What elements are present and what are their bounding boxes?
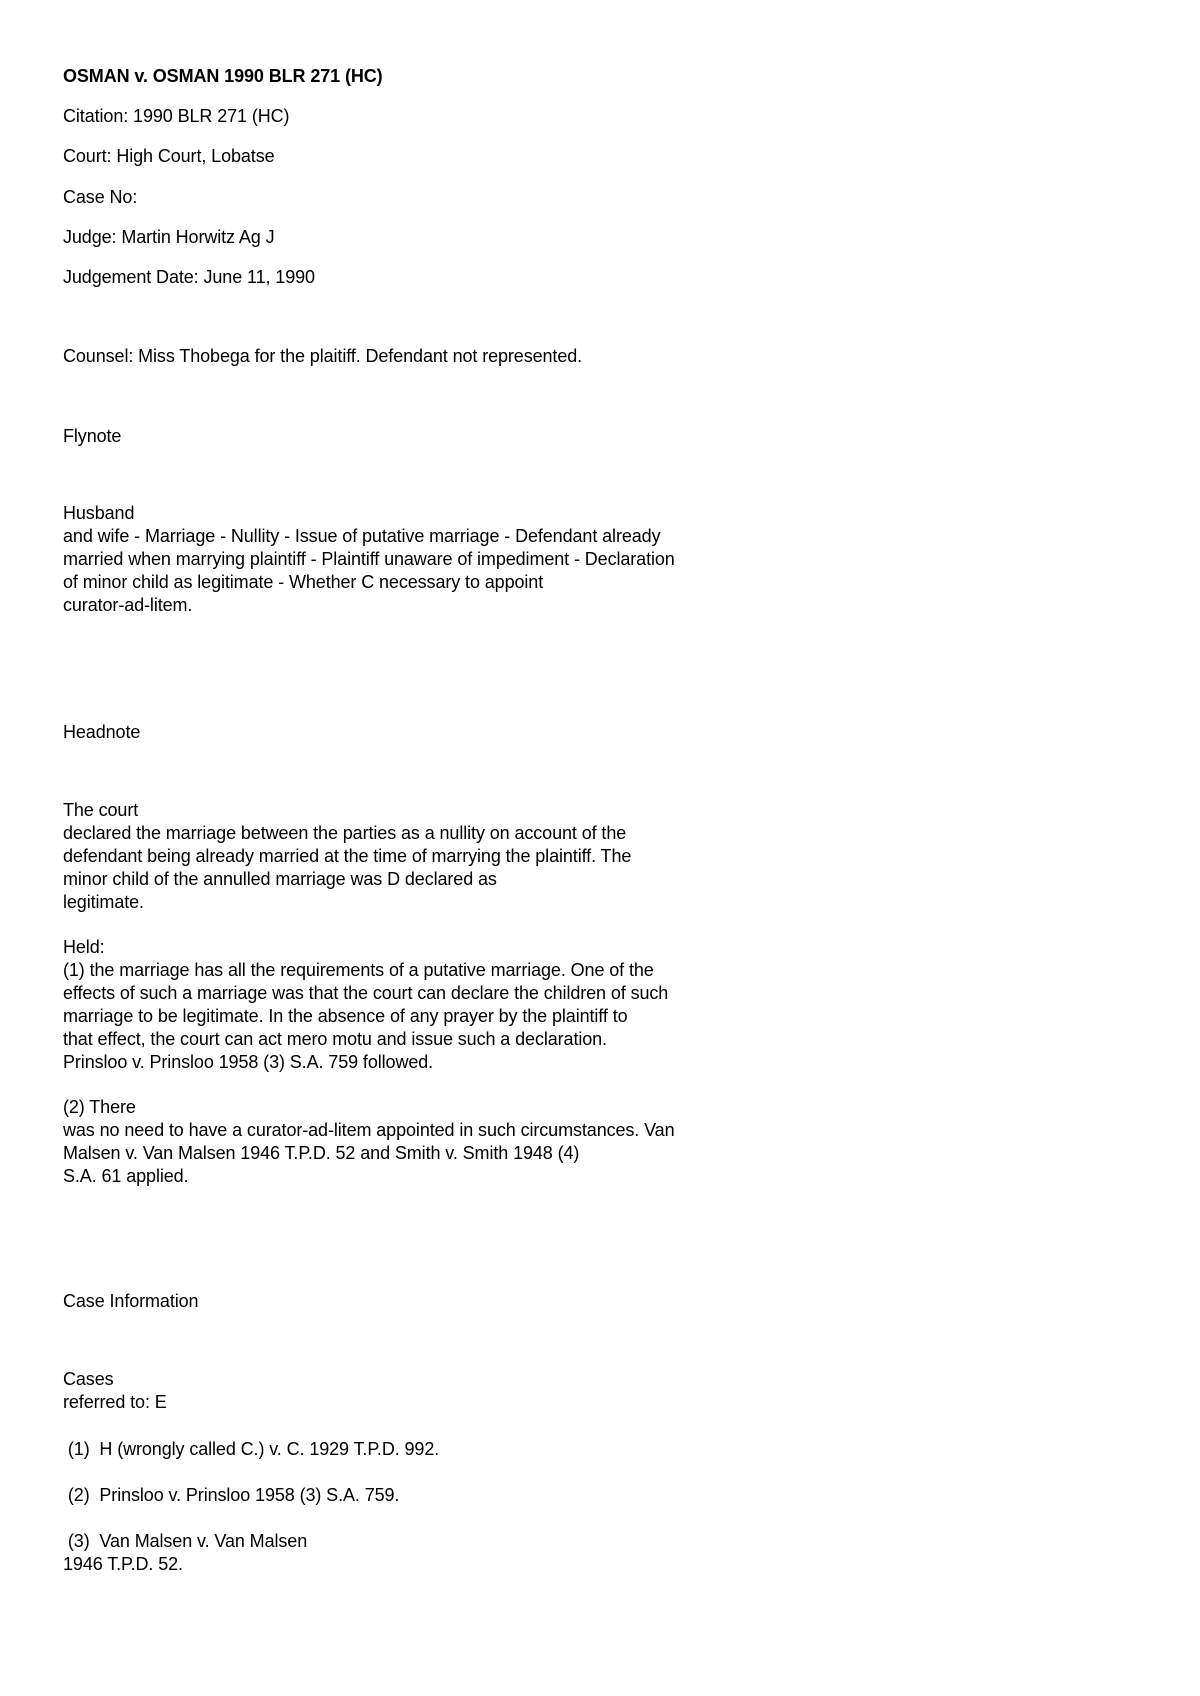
headnote-line: legitimate.	[63, 892, 144, 912]
headnote-second-holding	[63, 1096, 675, 1188]
headnote-line: defendant being already married at the time of marrying the plaintiff. The	[63, 846, 632, 866]
case-reference-3	[63, 1530, 307, 1576]
flynote-line: and wife - Marriage - Nullity - Issue of putative marriage - Defendant already	[63, 526, 661, 546]
held-line: was no need to have a curator-ad-litem appointed in such circumstances. Van	[63, 1120, 675, 1140]
citation: Citation: 1990 BLR 271 (HC)	[63, 106, 290, 126]
flynote-line: of minor child as legitimate - Whether C necessary to appoint	[63, 572, 544, 592]
court: Court: High Court, Lobatse	[63, 146, 275, 166]
case-reference-2: (2) Prinsloo v. Prinsloo 1958 (3) S.A. 759.	[63, 1485, 400, 1505]
case-reference-line: (3) Van Malsen v. Van Malsen	[63, 1531, 308, 1551]
flynote-line: curator-ad-litem.	[63, 595, 193, 615]
judgement-date: Judgement Date: June 11, 1990	[63, 267, 315, 287]
headnote-held	[63, 936, 668, 1074]
headnote-line: minor child of the annulled marriage was D declared as	[63, 869, 497, 889]
counsel: Counsel: Miss Thobega for the plaitiff. Defendant not represented.	[63, 346, 583, 366]
case-information-heading: Case Information	[63, 1291, 199, 1311]
headnote-line: The court	[63, 800, 139, 820]
cases-referred-to	[63, 1368, 167, 1414]
document-page	[63, 0, 1163, 1696]
held-line: Prinsloo v. Prinsloo 1958 (3) S.A. 759 followed.	[63, 1052, 434, 1072]
held-line: Malsen v. Van Malsen 1946 T.P.D. 52 and Smith v. Smith 1948 (4)	[63, 1143, 580, 1163]
judge: Judge: Martin Horwitz Ag J	[63, 227, 275, 247]
case-number: Case No:	[63, 187, 138, 207]
flynote-heading: Flynote	[63, 426, 122, 446]
case-reference-line: 1946 T.P.D. 52.	[63, 1554, 183, 1574]
held-line: Held:	[63, 937, 105, 957]
flynote-line: married when marrying plaintiff - Plaintiff unaware of impediment - Declaration	[63, 549, 675, 569]
held-line: marriage to be legitimate. In the absence of any prayer by the plaintiff to	[63, 1006, 628, 1026]
headnote-line: declared the marriage between the parties as a nullity on account of the	[63, 823, 627, 843]
held-line: (1) the marriage has all the requirements of a putative marriage. One of the	[63, 960, 654, 980]
held-line: S.A. 61 applied.	[63, 1166, 189, 1186]
flynote-body	[63, 502, 675, 617]
flynote-line: Husband	[63, 503, 135, 523]
document-title: OSMAN v. OSMAN 1990 BLR 271 (HC)	[63, 66, 383, 86]
cases-line: referred to: E	[63, 1392, 167, 1412]
headnote-intro	[63, 799, 631, 914]
headnote-heading: Headnote	[63, 722, 141, 742]
held-line: (2) There	[63, 1097, 136, 1117]
case-reference-1: (1) H (wrongly called C.) v. C. 1929 T.P.D. 992.	[63, 1439, 440, 1459]
held-line: effects of such a marriage was that the court can declare the children of such	[63, 983, 669, 1003]
held-line: that effect, the court can act mero motu and issue such a declaration.	[63, 1029, 607, 1049]
cases-line: Cases	[63, 1369, 114, 1389]
